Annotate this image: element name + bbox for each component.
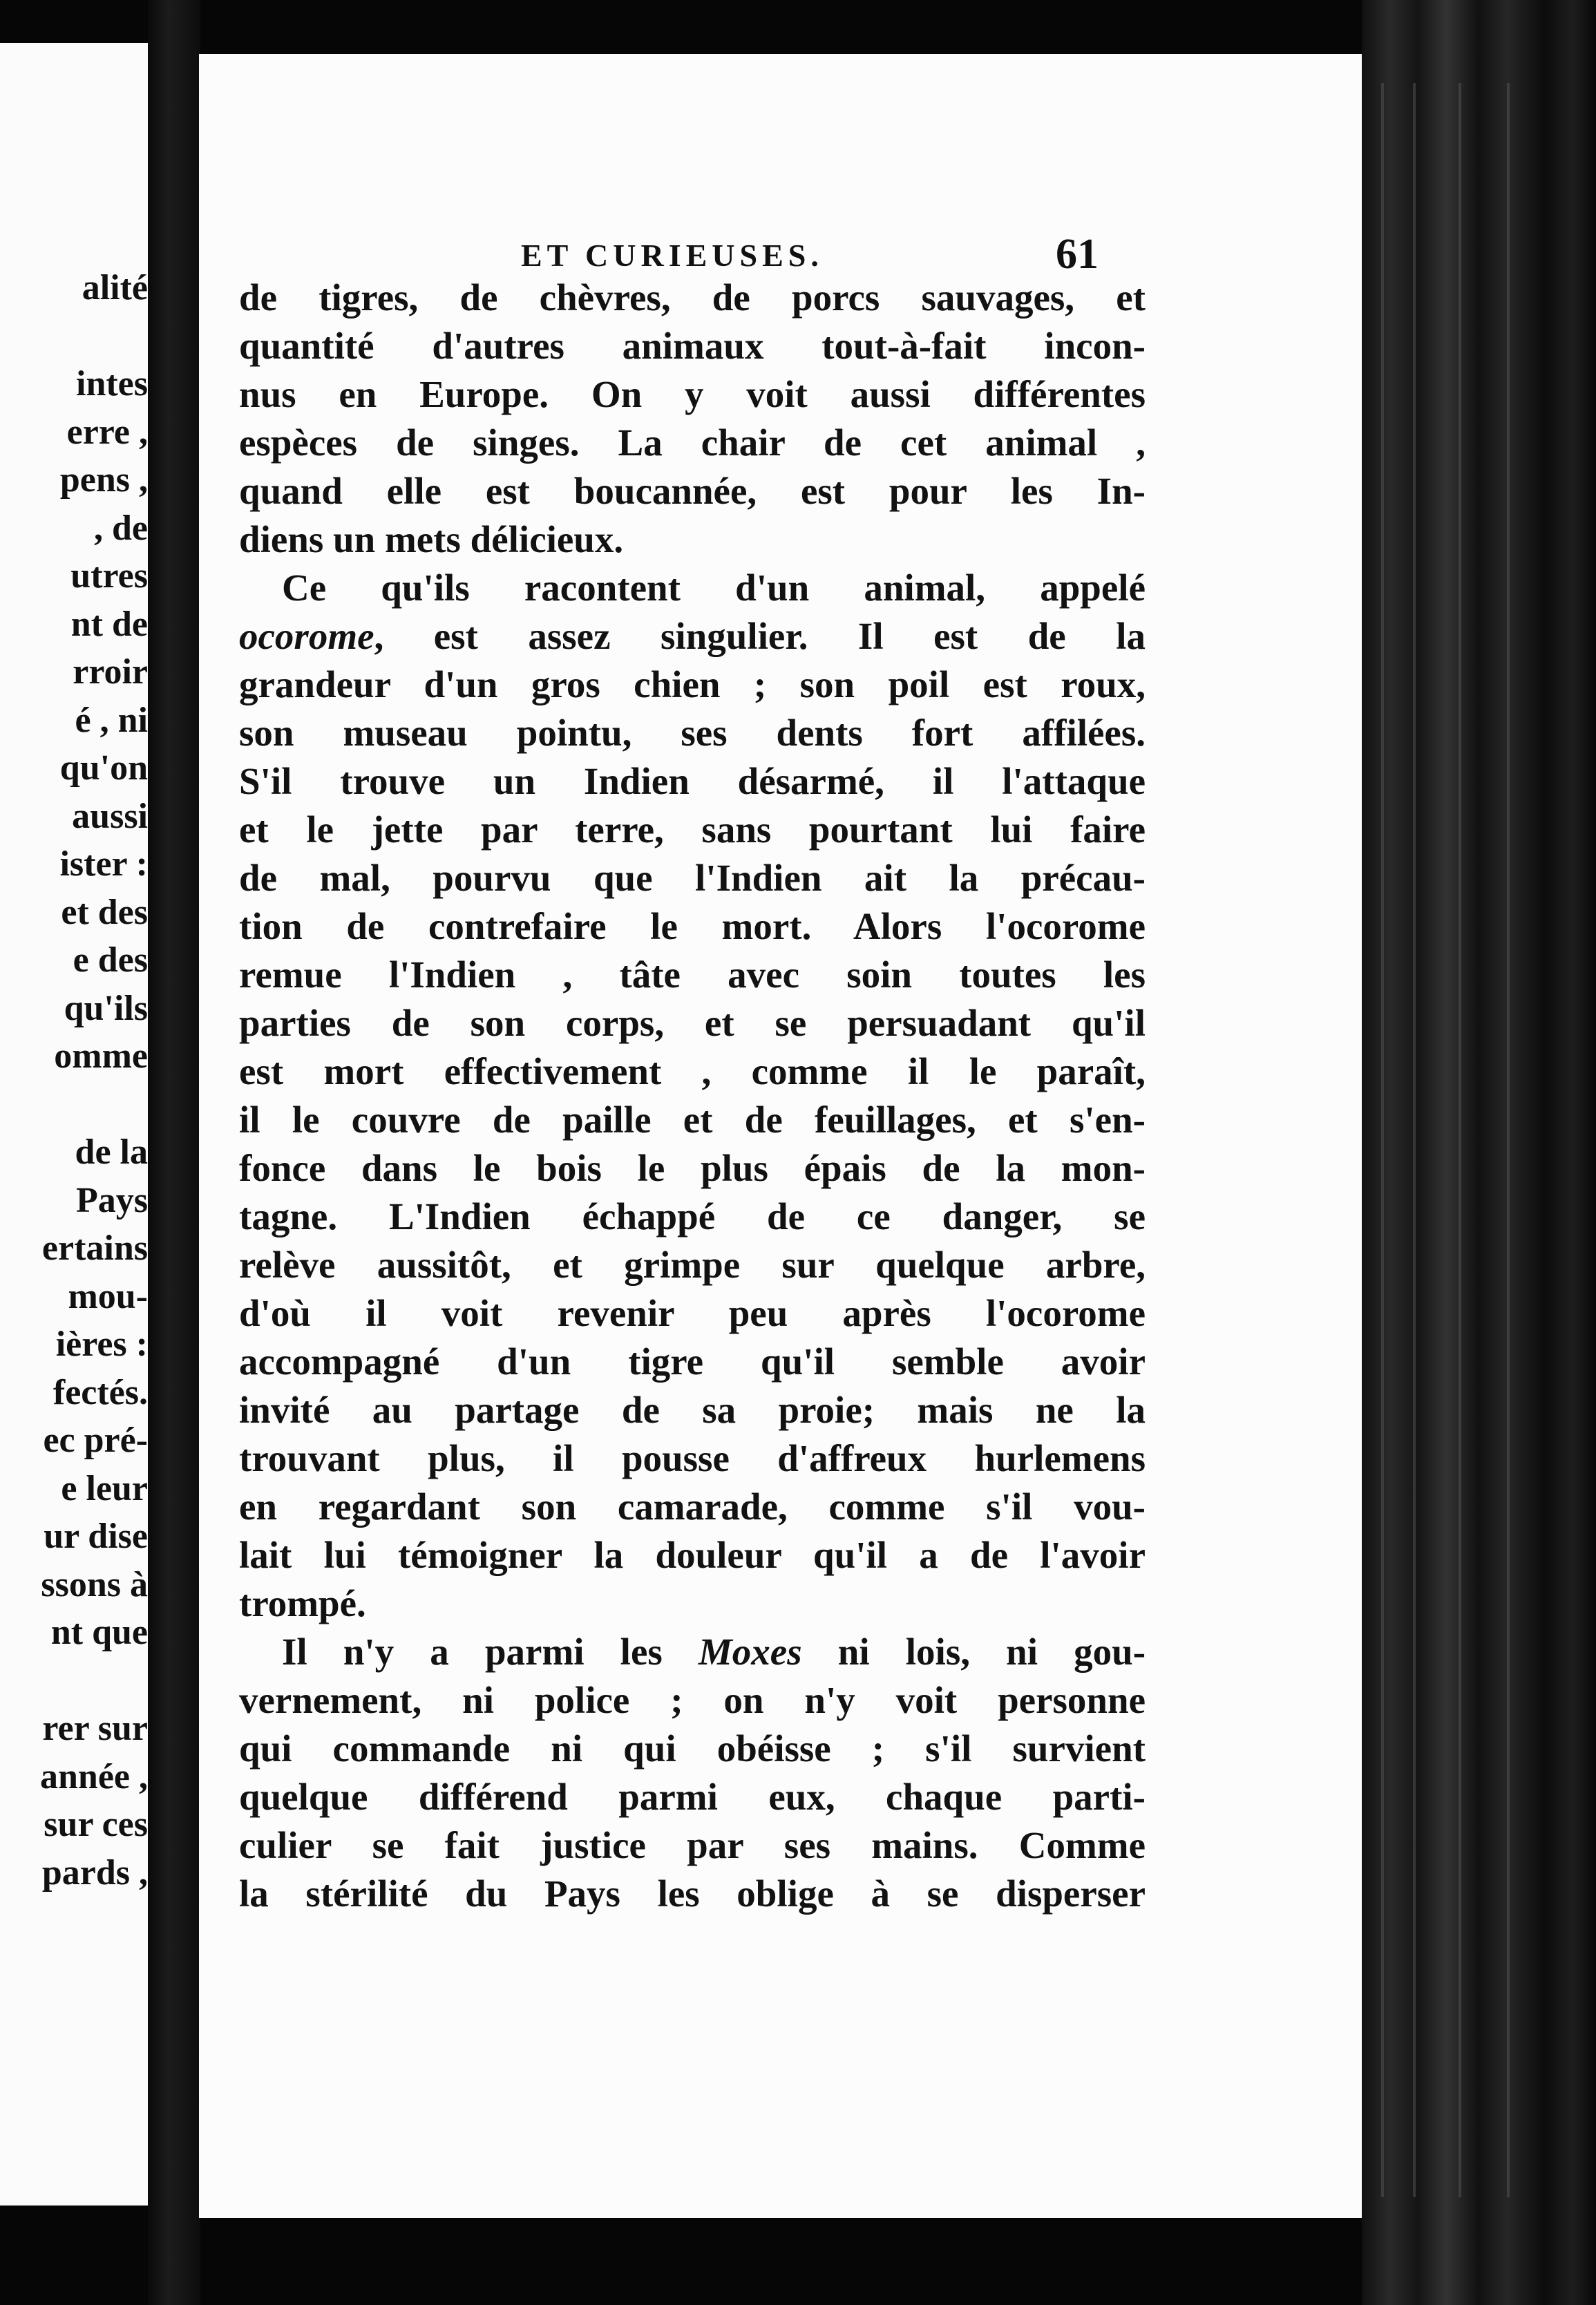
text-line: invité au partage de sa proie; mais ne la	[239, 1389, 1146, 1431]
text-line-with-italic	[239, 612, 1146, 661]
text-line: accompagné d'un tigre qu'il semble avoir	[239, 1340, 1146, 1383]
paragraph-2	[239, 564, 1146, 1628]
page-edge-line	[1381, 83, 1384, 2197]
left-page-line: é , ni	[75, 700, 148, 740]
text-line: son museau pointu, ses dents fort affilées.	[239, 712, 1146, 754]
italic-term-moxes: Moxes	[698, 1631, 802, 1673]
text-line: d'où il voit revenir peu après l'ocorome	[239, 1292, 1146, 1334]
left-page-line: e leur	[61, 1468, 148, 1508]
left-page-line: rer sur	[42, 1709, 148, 1748]
text-line: Ce qu'ils racontent d'un animal, appelé	[282, 567, 1146, 609]
text-line: lait lui témoigner la douleur qu'il a de l'avoir	[239, 1534, 1146, 1576]
text-line: relève aussitôt, et grimpe sur quelque arbre,	[239, 1244, 1146, 1286]
left-page-line: qu'ils	[64, 988, 148, 1028]
text-line: qui commande ni qui obéisse ; s'il survient	[239, 1727, 1146, 1770]
body-text	[239, 274, 1146, 1918]
left-page-line: erre ,	[66, 412, 148, 452]
left-page-line: et des	[61, 892, 148, 932]
text-line: et le jette par terre, sans pourtant lui faire	[239, 808, 1146, 851]
text-fragment: Il n'y a parmi les	[282, 1631, 663, 1673]
text-line: nus en Europe. On y voit aussi différentes	[239, 373, 1146, 415]
left-page-line: aussi	[72, 796, 148, 836]
text-line: en regardant son camarade, comme s'il vou-	[239, 1486, 1146, 1528]
text-line: trompé.	[239, 1582, 366, 1624]
left-page-line: ec pré-	[43, 1421, 148, 1460]
paragraph-1	[239, 274, 1146, 564]
text-line: est mort effectivement , comme il le paraît,	[239, 1050, 1146, 1092]
left-page-line: nt de	[70, 604, 148, 644]
text-line: espèces de singes. La chair de cet animal ,	[239, 421, 1146, 464]
right-page	[199, 54, 1362, 2218]
page-edge-line	[1459, 83, 1461, 2197]
page-number: 61	[1056, 231, 1099, 278]
left-page-line: alité	[82, 268, 148, 307]
book-gutter	[148, 0, 200, 2305]
left-page-line: ières :	[55, 1325, 148, 1364]
text-line: parties de son corps, et se persuadant qu'il	[239, 1002, 1146, 1044]
text-line: grandeur d'un gros chien ; son poil est roux,	[239, 663, 1146, 705]
left-page-line	[0, 312, 148, 361]
text-line: quand elle est boucannée, est pour les In-	[239, 470, 1146, 512]
left-page-line: intes	[76, 364, 148, 404]
left-page-line: e des	[73, 940, 148, 980]
text-line: diens un mets délicieux.	[239, 518, 624, 560]
text-fragment: ni lois, ni gou-	[837, 1631, 1146, 1673]
left-page-line: rroir	[73, 652, 148, 692]
left-page-line: année ,	[40, 1756, 148, 1796]
page-edge-line	[1507, 83, 1510, 2197]
book-page-edges	[1362, 0, 1596, 2305]
running-title: ET CURIEUSES.	[521, 238, 824, 273]
left-page-line: nt que	[50, 1613, 148, 1652]
left-page-line: ertains	[41, 1229, 148, 1268]
text-line: de mal, pourvu que l'Indien ait la précau-	[239, 857, 1146, 899]
text-line-with-italic	[239, 1628, 1146, 1676]
text-line: quelque différend parmi eux, chaque parti-	[239, 1776, 1146, 1818]
text-line: tion de contrefaire le mort. Alors l'ocorome	[239, 905, 1146, 947]
left-page-line: de la	[75, 1132, 148, 1172]
left-page-line: fectés.	[53, 1372, 148, 1412]
text-line: fonce dans le bois le plus épais de la mon-	[239, 1147, 1146, 1189]
text-fragment: , est assez singulier. Il est de la	[374, 615, 1146, 657]
text-line: la stérilité du Pays les oblige à se disperser	[239, 1872, 1146, 1915]
left-page-line: mou-	[68, 1276, 148, 1316]
left-page-line: utres	[70, 556, 148, 596]
left-page-line: omme	[54, 1036, 148, 1076]
left-page-line: ur dise	[44, 1517, 148, 1556]
left-page-line	[0, 1657, 148, 1705]
text-line: vernement, ni police ; on n'y voit personne	[239, 1679, 1146, 1721]
page-edge-line	[1413, 83, 1416, 2197]
text-line: S'il trouve un Indien désarmé, il l'attaque	[239, 760, 1146, 802]
left-page-text	[0, 264, 148, 1897]
text-line: trouvant plus, il pousse d'affreux hurlemens	[239, 1437, 1146, 1479]
text-line: tagne. L'Indien échappé de ce danger, se	[239, 1195, 1146, 1237]
left-page-line: pens ,	[59, 460, 148, 500]
left-page-line: pards ,	[41, 1852, 148, 1893]
text-line: il le couvre de paille et de feuillages, et s'en-	[239, 1099, 1146, 1141]
left-page-line: qu'on	[59, 748, 148, 788]
left-page-line	[0, 1081, 148, 1129]
italic-term-ocorome: ocorome	[239, 615, 374, 657]
left-page-line: ister :	[59, 844, 148, 884]
left-page-line: , de	[94, 508, 148, 548]
paragraph-3	[239, 1628, 1146, 1918]
text-line: remue l'Indien , tâte avec soin toutes les	[239, 954, 1146, 996]
text-line: culier se fait justice par ses mains. Comme	[239, 1824, 1146, 1866]
left-page-line: sur ces	[44, 1805, 148, 1844]
text-line: de tigres, de chèvres, de porcs sauvages, et	[239, 276, 1146, 319]
left-facing-page	[0, 43, 148, 2206]
text-line: quantité d'autres animaux tout-à-fait incon-	[239, 325, 1146, 367]
left-page-line: Pays	[76, 1180, 148, 1220]
left-page-line: ssons à	[41, 1564, 148, 1604]
